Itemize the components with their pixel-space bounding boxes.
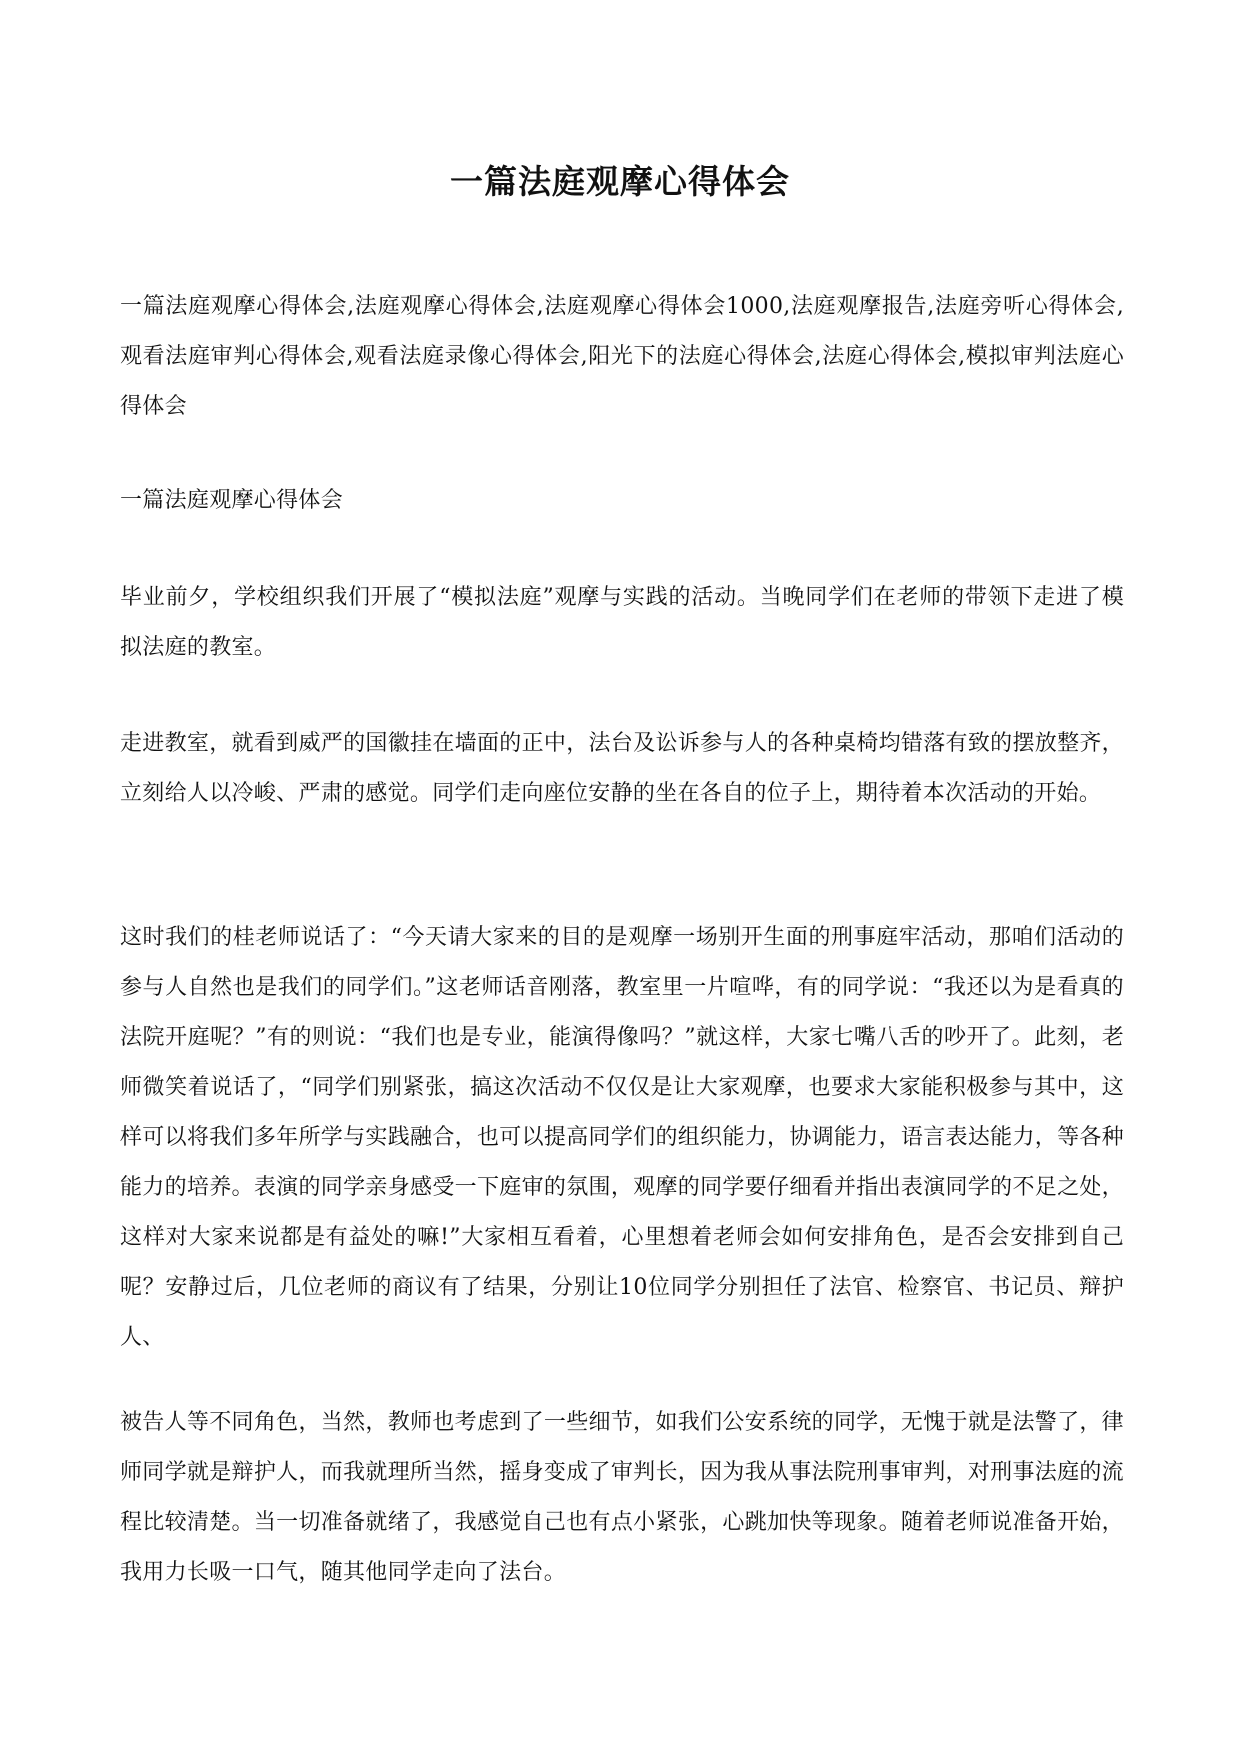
keywords-paragraph: 一篇法庭观摩心得体会,法庭观摩心得体会,法庭观摩心得体会1000,法庭观摩报告,法庭旁听心得体会,观看法庭审判心得体会,观看法庭录像心得体会,阳光下的法庭心得体会,法庭心得体会,模拟审判法庭心得体会 [120,294,1124,419]
section-subtitle: 一篇法庭观摩心得体会 [120,488,344,513]
body-paragraph-1: 毕业前夕，学校组织我们开展了“模拟法庭”观摩与实践的活动。当晚同学们在老师的带领下走进了模拟法庭的教室。 [120,585,1124,660]
body-paragraph-4: 被告人等不同角色，当然，教师也考虑到了一些细节，如我们公安系统的同学，无愧于就是法警了，律师同学就是辩护人，而我就理所当然，摇身变成了审判长，因为我从事法院刑事审判，对刑事法庭的流程比较清楚。当一切准备就绪了，我感觉自己也有点小紧张，心跳加快等现象。随着老师说准备开始，我用力长吸一口气，随其他同学走向了法台。 [120,1410,1124,1585]
body-paragraph-2: 走进教室，就看到威严的国徽挂在墙面的正中，法台及讼诉参与人的各种桌椅均错落有致的摆放整齐，立刻给人以冷峻、严肃的感觉。同学们走向座位安静的坐在各自的位子上，期待着本次活动的开始。 [120,731,1124,806]
body-paragraph-3: 这时我们的桂老师说话了：“今天请大家来的目的是观摩一场别开生面的刑事庭牢活动，那咱们活动的参与人自然也是我们的同学们。”这老师话音刚落，教室里一片喧哗，有的同学说：“我还以为是看真的法院开庭呢？”有的则说：“我们也是专业，能演得像吗？”就这样，大家七嘴八舌的吵开了。此刻，老师微笑着说话了，“同学们别紧张，搞这次活动不仅仅是让大家观摩，也要求大家能积极参与其中，这样可以将我们多年所学与实践融合，也可以提高同学们的组织能力，协调能力，语言表达能力，等各种能力的培养。表演的同学亲身感受一下庭审的氛围，观摩的同学要仔细看并指出表演同学的不足之处，这样对大家来说都是有益处的嘛!”大家相互看着，心里想着老师会如何安排角色，是否会安排到自己呢？安静过后，几位老师的商议有了结果，分别让10位同学分别担任了法官、检察官、书记员、辩护人、 [120,925,1124,1350]
document-title: 一篇法庭观摩心得体会 [450,162,790,201]
